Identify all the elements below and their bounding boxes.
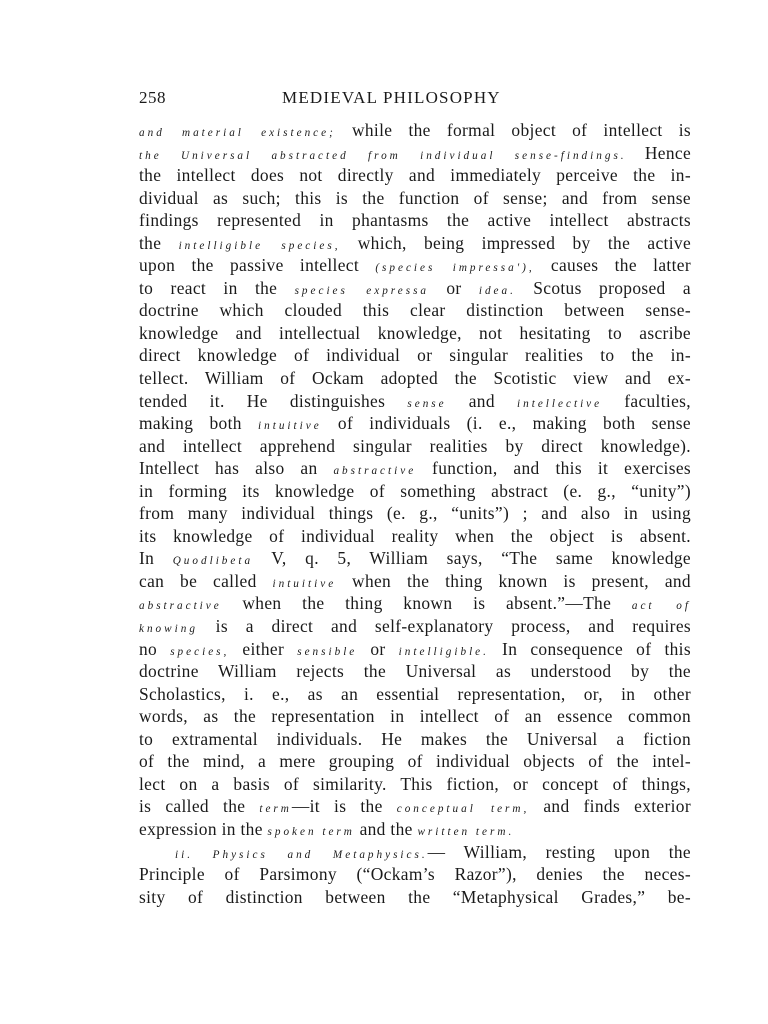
text-run: V, q. 5, William says, “The same knowledge [253, 548, 691, 569]
text-run: when the thing known is absent.”—The [221, 593, 632, 614]
italic-text: written term. [417, 825, 515, 838]
page-number: 258 [139, 88, 166, 107]
text-run: or [357, 638, 399, 659]
italic-text: Quodlibeta [172, 555, 254, 568]
text-run: findings represented in phantasms the active intellect abstracts [139, 210, 691, 231]
italic-text: intuitive [272, 577, 337, 590]
text-line [139, 683, 691, 706]
italic-text: intellective [517, 397, 603, 410]
text-run: tellect. William of Ockam adopted the Scotistic view and ex- [139, 368, 691, 389]
text-run: doctrine William rejects the Universal as understood by the [139, 661, 691, 682]
italic-text: intelligible species, [178, 239, 341, 252]
text-run: no [139, 638, 171, 659]
text-run: from many individual things (e. g., “units”) ; and also in using [139, 503, 691, 524]
text-line [139, 390, 691, 413]
text-line [139, 232, 691, 255]
italic-text: sense [407, 397, 447, 410]
text-run: in forming its knowledge of something abstract (e. g., “unity”) [139, 480, 691, 501]
text-line [139, 254, 691, 277]
running-head: MEDIEVAL PHILOSOPHY [282, 88, 501, 107]
text-run: to extramental individuals. He makes the Universal a fiction [139, 728, 691, 749]
text-run: either [229, 638, 298, 659]
text-line [139, 818, 691, 841]
text-run: while the formal object of intellect is [335, 120, 691, 140]
text-run: causes the latter [534, 255, 692, 276]
text-line [139, 525, 691, 548]
text-run: Intellect has also an [139, 458, 334, 479]
italic-text: species expressa [294, 284, 430, 297]
text-run: when the thing known is present, and [336, 570, 691, 591]
text-run: words, as the representation in intellect of an essence common [139, 706, 691, 727]
text-line [139, 638, 691, 661]
text-line [139, 570, 691, 593]
text-run: faculties, [602, 390, 691, 411]
text-run: knowledge and intellectual knowledge, not hesitating to ascribe [139, 322, 691, 343]
text-line [139, 705, 691, 728]
text-line [139, 322, 691, 345]
text-run: sity of distinction between the “Metaphysical Grades,” be- [139, 886, 691, 907]
text-line [139, 435, 691, 458]
text-run: or [429, 277, 479, 298]
page-header [139, 88, 691, 112]
text-line [139, 164, 691, 187]
text-run: tended it. He distinguishes [139, 390, 408, 411]
text-run: making both [139, 413, 259, 434]
text-run: function, and this it exercises [416, 458, 692, 479]
text-line [139, 863, 691, 886]
text-line [139, 750, 691, 773]
text-line [139, 142, 691, 165]
text-run: to react in the [139, 277, 295, 298]
text-run: upon the passive intellect [139, 255, 376, 276]
text-run: doctrine which clouded this clear distinction between sense- [139, 300, 691, 321]
text-run: dividual as such; this is the function of sense; and from sense [139, 187, 691, 208]
italic-text: act of [631, 600, 691, 613]
text-run: and the [354, 818, 418, 839]
text-run: is a direct and self-explanatory process, and requires [197, 616, 691, 637]
text-run: — William, resting upon the [427, 841, 691, 862]
text-run: In consequence of this [488, 638, 691, 659]
italic-text: intelligible. [398, 645, 489, 658]
text-line [139, 795, 691, 818]
text-line [139, 277, 691, 300]
text-run: which, being impressed by the active [340, 232, 692, 253]
italic-text: spoken term [267, 825, 355, 838]
text-run: of the mind, a mere grouping of individual objects of the intel- [139, 751, 691, 772]
text-run: of individuals (i. e., making both sense [321, 413, 691, 434]
italic-text: and material existence; [139, 127, 336, 139]
text-run: and [446, 390, 518, 411]
text-run: In [139, 548, 173, 569]
text-line [139, 412, 691, 435]
text-line [139, 209, 691, 232]
italic-text: term [259, 803, 292, 816]
text-run: Scotus proposed a [515, 277, 691, 298]
text-line [139, 592, 691, 615]
text-run: Scholastics, i. e., as an essential representation, or, in other [139, 683, 691, 704]
text-line [139, 187, 691, 210]
text-line [139, 841, 691, 864]
italic-text: ii. Physics and Metaphysics. [175, 848, 428, 861]
text-line [139, 502, 691, 525]
text-run: the [139, 232, 179, 253]
italic-text: the Universal abstracted from individual sense-findings. [139, 149, 627, 162]
text-run: Principle of Parsimony (“Ockam’s Razor”), denies the neces- [139, 864, 691, 885]
text-line [139, 119, 691, 142]
text-run: its knowledge of individual reality when the object is absent. [139, 525, 691, 546]
text-line [139, 547, 691, 570]
text-line [139, 299, 691, 322]
text-line [139, 480, 691, 503]
text-run: is called the [139, 796, 260, 817]
text-line [139, 344, 691, 367]
text-run: can be called [139, 570, 273, 591]
text-line [139, 615, 691, 638]
text-run: and intellect apprehend singular realities by direct knowledge). [139, 435, 691, 456]
italic-text: conceptual term, [396, 803, 530, 816]
italic-text: intuitive [258, 420, 322, 433]
italic-text: sensible [297, 645, 358, 658]
text-run: expression in the [139, 818, 268, 839]
body-text [139, 119, 691, 908]
text-line [139, 728, 691, 751]
text-run: —it is the [291, 796, 397, 817]
text-run: and finds exterior [529, 796, 691, 817]
text-line [139, 886, 691, 909]
text-run: direct knowledge of individual or singular realities to the in- [139, 345, 691, 366]
italic-text: knowing [139, 623, 198, 636]
text-run: Hence [626, 142, 692, 163]
text-line [139, 773, 691, 796]
italic-text: species, [170, 645, 230, 658]
italic-text: abstractive [333, 465, 417, 478]
text-run: the intellect does not directly and immediately perceive the in- [139, 165, 691, 186]
italic-text: idea. [478, 284, 516, 297]
italic-text: (species impressa'), [375, 262, 535, 275]
italic-text: abstractive [139, 600, 222, 613]
text-line [139, 367, 691, 390]
text-run: lect on a basis of similarity. This fiction, or concept of things, [139, 773, 691, 794]
text-line [139, 660, 691, 683]
text-line [139, 457, 691, 480]
